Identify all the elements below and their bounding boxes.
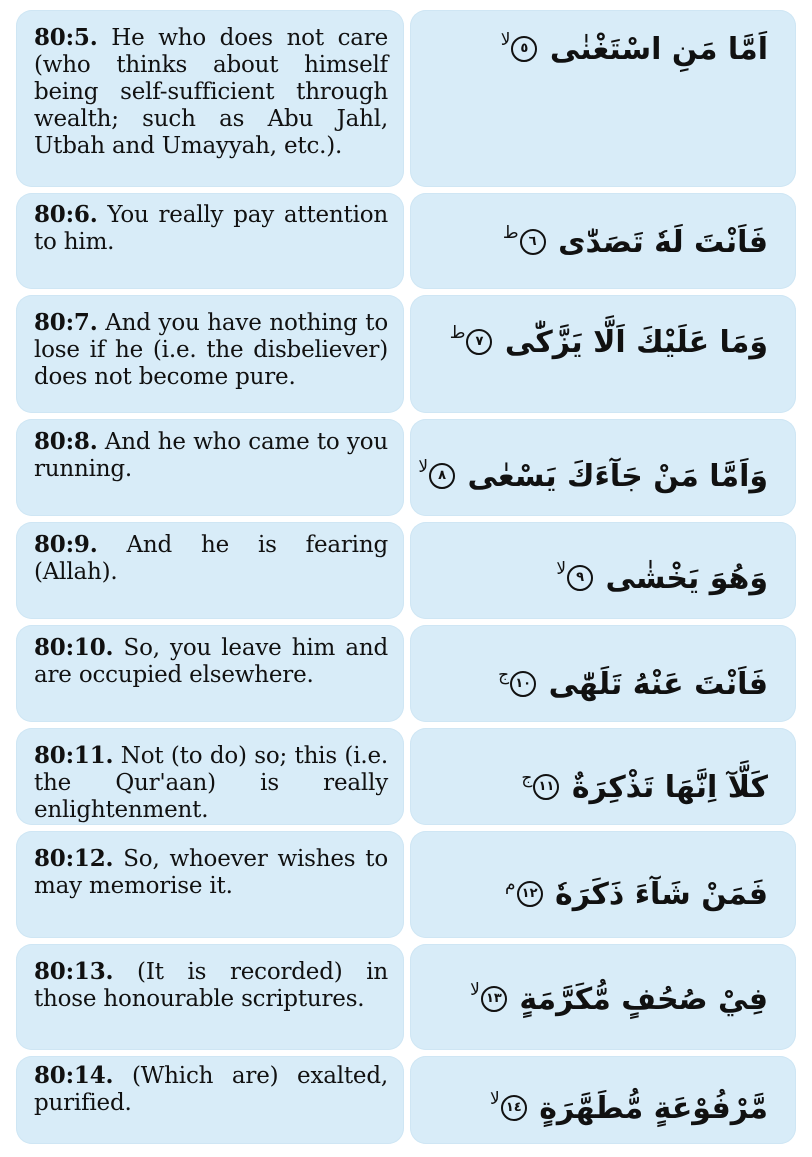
translation-body: Not (to do) so; this (i.e. the Qur'aan) is really enlightenment. [34,743,388,823]
arabic-verse [498,665,768,709]
translation-body: So, whoever wishes to may memorise it. [34,846,388,899]
arabic-verse [470,980,768,1024]
arabic-verse [505,875,768,919]
translation-card [16,831,404,938]
verse-row [0,831,812,938]
verse-reference: 80:13. [34,958,114,985]
translation-card [16,295,404,413]
arabic-verse [490,1089,768,1133]
translation-text [34,958,388,1013]
arabic-card [410,419,796,516]
verse-row [0,10,812,187]
arabic-verse-text: مَّرْفُوْعَةٍ مُّطَهَّرَةٍ [539,1091,768,1126]
arabic-verse [418,457,768,501]
arabic-verse-text: كَلَّآ اِنَّهَا تَذْكِرَةٌ [571,770,768,805]
translation-card [16,10,404,187]
arabic-verse-text: وَاَمَّا مَنْ جَآءَكَ يَسْعٰى [467,459,768,494]
arabic-verse-text: فَاَنْتَ عَنْهُ تَلَهّٰى [548,667,768,702]
ayah-number-marker: ٦ [520,229,546,255]
arabic-verse-text: وَمَا عَلَيْكَ اَلَّا يَزَّكّٰى [504,325,768,360]
pause-sign: م [505,875,516,895]
translation-body: (It is recorded) in those honourable scriptures. [34,959,388,1012]
ayah-number-marker: ١٤ [501,1095,527,1121]
translation-text [34,1062,388,1117]
arabic-card [410,831,796,938]
translation-text [34,428,388,483]
verse-reference: 80:11. [34,742,114,769]
verse-reference: 80:7. [34,309,98,336]
ayah-number-marker: ٩ [567,565,593,591]
translation-card [16,728,404,825]
ayah-number-marker: ٧ [466,329,492,355]
pause-sign: ط [502,223,519,243]
pause-sign: لا [556,559,567,579]
translation-card [16,522,404,619]
translation-body: And you have nothing to lose if he (i.e. the disbeliever) does not become pure. [34,310,388,390]
verse-row [0,295,812,413]
arabic-card [410,944,796,1050]
translation-text [34,634,388,689]
pause-sign: لا [490,1089,500,1109]
verse-reference: 80:10. [34,634,114,661]
ayah-number-marker: ١٠ [510,671,536,697]
arabic-card [410,295,796,413]
verse-reference: 80:14. [34,1062,114,1089]
verse-row [0,625,812,722]
verse-reference: 80:5. [34,24,98,51]
pause-sign: لا [418,457,429,477]
translation-card [16,419,404,516]
verse-reference: 80:12. [34,845,114,872]
verse-row [0,419,812,516]
arabic-card [410,10,796,187]
verse-row [0,193,812,289]
arabic-verse-text: فِيْ صُحُفٍ مُّكَرَّمَةٍ [519,982,768,1017]
verse-reference: 80:6. [34,201,98,228]
ayah-number-marker: ١٢ [517,881,543,907]
arabic-card [410,728,796,825]
translation-body: So, you leave him and are occupied elsewhere. [34,635,388,688]
translation-body: (Which are) exalted, purified. [34,1063,388,1116]
translation-text [34,845,388,900]
translation-text [34,531,388,586]
translation-card [16,944,404,1050]
arabic-verse-text: اَمَّا مَنِ اسْتَغْنٰى [549,32,768,67]
translation-card [16,1056,404,1144]
pause-sign: ج [521,768,533,788]
verse-row [0,728,812,825]
arabic-card [410,193,796,289]
pause-sign: لا [500,30,511,50]
arabic-card [410,625,796,722]
arabic-verse-text: فَمَنْ شَآءَ ذَكَرَهٗ [555,877,768,912]
arabic-card [410,522,796,619]
translation-text [34,24,388,160]
pause-sign: ج [498,665,510,685]
translation-text [34,309,388,391]
arabic-verse [450,323,768,367]
ayah-number-marker: ١٣ [481,986,507,1012]
translation-text [34,742,388,824]
translation-card [16,193,404,289]
verse-row [0,944,812,1050]
ayah-number-marker: ٨ [429,463,455,489]
translation-text [34,201,388,256]
translation-body: And he is fearing (Allah). [34,532,388,585]
translation-card [16,625,404,722]
arabic-verse [521,768,768,812]
arabic-verse [556,559,768,603]
verse-reference: 80:9. [34,531,98,558]
verse-row [0,1056,812,1144]
arabic-verse [503,223,768,267]
verse-row [0,522,812,619]
verse-reference: 80:8. [34,428,98,455]
ayah-number-marker: ١١ [533,774,559,800]
ayah-number-marker: ٥ [511,36,537,62]
arabic-verse [501,30,768,74]
translation-body: He who does not care (who thinks about himself being self-sufficient through wealth; such as Abu Jahl, Utbah and Umayyah, etc.). [34,25,388,159]
pause-sign: لا [470,980,480,1000]
translation-body: You really pay attention to him. [34,202,388,255]
arabic-card [410,1056,796,1144]
pause-sign: ط [449,323,466,343]
arabic-verse-text: فَاَنْتَ لَهٗ تَصَدّٰى [558,225,768,260]
arabic-verse-text: وَهُوَ يَخْشٰى [605,561,768,596]
translation-body: And he who came to you running. [34,429,388,482]
